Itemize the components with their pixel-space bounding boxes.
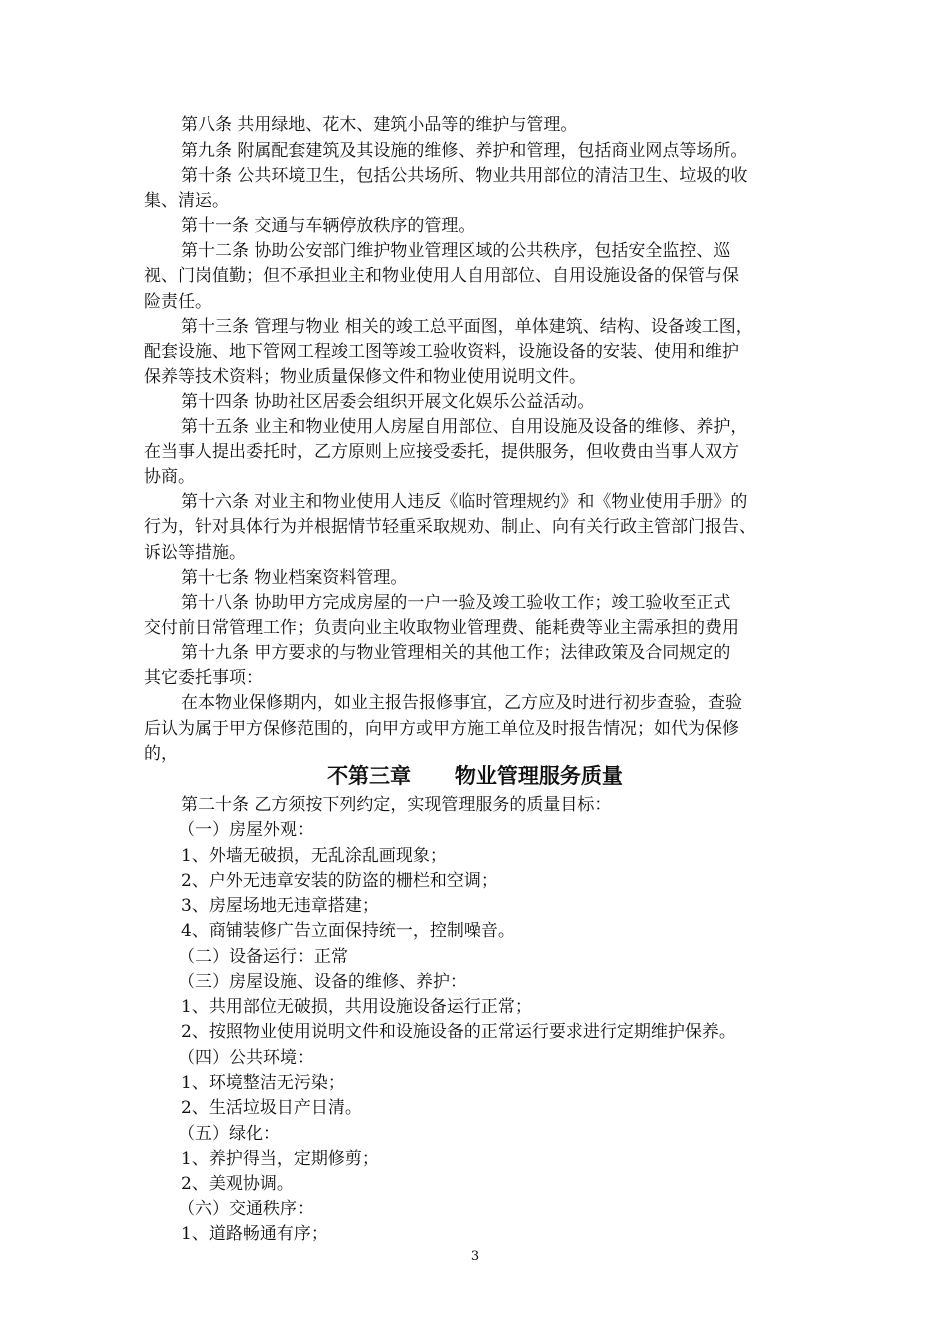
article-18-line-1: 第十八条 协助甲方完成房屋的一户一验及竣工验收工作；竣工验收至正式 <box>181 593 731 613</box>
article-12-line-2: 视、门岗值勤；但不承担业主和物业使用人自用部位、自用设施设备的保管与保 <box>144 266 739 286</box>
section-1-heading: （一）房屋外观： <box>178 820 314 840</box>
chapter-title: 不第三章 物业管理服务质量 <box>327 763 623 788</box>
article-16-line-2: 行为，针对具体行为并根据情节轻重采取规劝、制止、向有关行政主管部门报告、 <box>144 517 756 537</box>
article-19-line-1: 第十九条 甲方要求的与物业管理相关的其他工作；法律政策及合同规定的 <box>181 643 731 663</box>
section-6-heading: （六）交通秩序： <box>178 1199 314 1219</box>
article-15-line-3: 协商。 <box>144 467 195 487</box>
section-3-heading: （三）房屋设施、设备的维修、养护： <box>178 972 467 992</box>
section-5-heading: （五）绿化： <box>178 1124 280 1144</box>
section-3-item-2: 2、按照物业使用说明文件和设施设备的正常运行要求进行定期维护保养。 <box>181 1022 736 1042</box>
section-6-item-1: 1、道路畅通有序； <box>181 1224 328 1244</box>
section-5-item-1: 1、养护得当，定期修剪； <box>181 1149 379 1169</box>
paragraph-line-2: 后认为属于甲方保修范围的，向甲方或甲方施工单位及时报告情况；如代为保修 <box>144 719 739 739</box>
section-3-item-1: 1、共用部位无破损，共用设施设备运行正常； <box>181 997 532 1017</box>
article-16-line-1: 第十六条 对业主和物业使用人违反《临时管理规约》和《物业使用手册》的 <box>181 492 748 512</box>
paragraph-line-3: 的， <box>144 744 178 764</box>
article-10-line-2: 集、清运。 <box>144 191 229 211</box>
article-18-line-2: 交付前日常管理工作；负责向业主收取物业管理费、能耗费等业主需承担的费用 <box>144 618 739 638</box>
article-13-line-3: 保养等技术资料；物业质量保修文件和物业使用说明文件。 <box>144 367 586 387</box>
article-15-line-2: 在当事人提出委托时，乙方原则上应接受委托，提供服务，但收费由当事人双方 <box>144 442 739 462</box>
section-2-heading: （二）设备运行：正常 <box>178 947 348 967</box>
article-15-line-1: 第十五条 业主和物业使用人房屋自用部位、自用设施及设备的维修、养护， <box>181 417 748 437</box>
article-17: 第十七条 物业档案资料管理。 <box>181 568 408 588</box>
section-1-item-1: 1、外墙无破损，无乱涂乱画现象； <box>181 846 447 866</box>
page-number: 3 <box>470 1249 480 1264</box>
section-4-item-1: 1、环境整洁无污染； <box>181 1073 345 1093</box>
article-12-line-3: 险责任。 <box>144 292 212 312</box>
section-4-heading: （四）公共环境： <box>178 1048 314 1068</box>
section-1-item-2: 2、户外无违章安装的防盗的栅栏和空调； <box>181 871 498 891</box>
paragraph-line-1: 在本物业保修期内，如业主报告报修事宜，乙方应及时进行初步查验，查验 <box>181 693 742 713</box>
article-14: 第十四条 协助社区居委会组织开展文化娱乐公益活动。 <box>181 392 595 412</box>
article-11: 第十一条 交通与车辆停放秩序的管理。 <box>181 216 476 236</box>
article-13-line-1: 第十三条 管理与物业 相关的竣工总平面图，单体建筑、结构、设备竣工图， <box>181 317 753 337</box>
section-1-item-3: 3、房屋场地无违章搭建； <box>181 896 379 916</box>
section-5-item-2: 2、美观协调。 <box>181 1174 294 1194</box>
article-13-line-2: 配套设施、地下管网工程竣工图等竣工验收资料，设施设备的安装、使用和维护 <box>144 342 739 362</box>
article-8: 第八条 共用绿地、花木、建筑小品等的维护与管理。 <box>181 115 578 135</box>
article-19-line-2: 其它委托事项： <box>144 668 263 688</box>
section-4-item-2: 2、生活垃圾日产日清。 <box>181 1098 362 1118</box>
article-20: 第二十条 乙方须按下列约定，实现管理服务的质量目标： <box>181 795 612 815</box>
article-9: 第九条 附属配套建筑及其设施的维修、养护和管理，包括商业网点等场所。 <box>181 141 748 161</box>
article-12-line-1: 第十二条 协助公安部门维护物业管理区域的公共秩序，包括安全监控、巡 <box>181 241 731 261</box>
section-1-item-4: 4、商铺装修广告立面保持统一，控制噪音。 <box>181 921 515 941</box>
article-16-line-3: 诉讼等措施。 <box>144 543 246 563</box>
article-10-line-1: 第十条 公共环境卫生，包括公共场所、物业共用部位的清洁卫生、垃圾的收 <box>181 166 748 186</box>
